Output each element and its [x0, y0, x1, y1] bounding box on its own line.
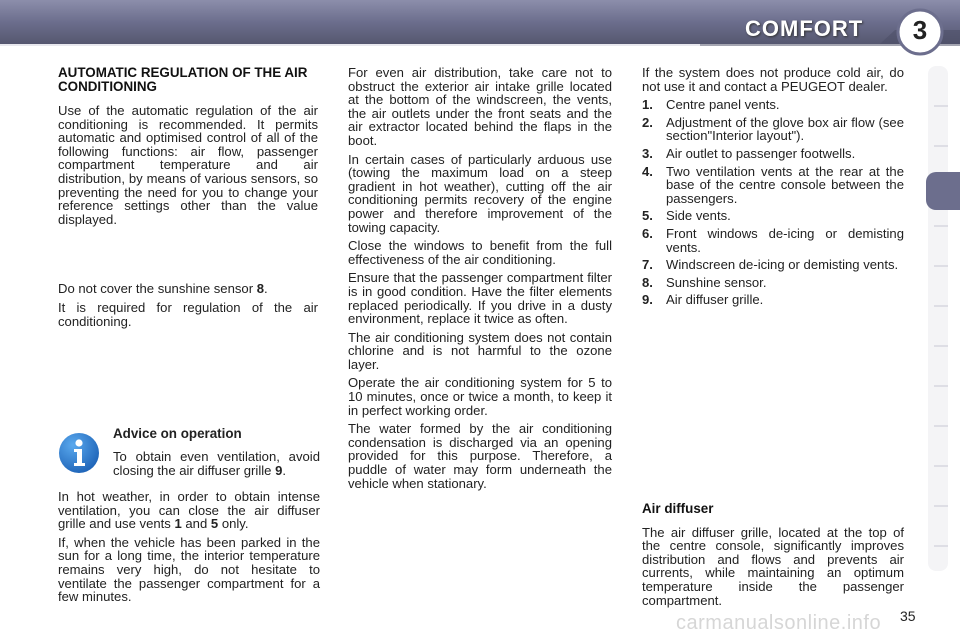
- paragraph: For even air distribution, take care not to obstruct the exterior air intake grille located at the bottom of the windscreen, the vents, the air outlets under the front seats and the air extractor located behind the flaps in the boot.: [348, 65, 612, 148]
- legend-number: 2.: [642, 114, 653, 130]
- paragraph: It is required for regulation of the air conditioning.: [58, 299, 318, 329]
- legend-item: [642, 209, 904, 223]
- advice-title: Advice on operation: [113, 426, 242, 441]
- automatic-regulation-section: [58, 66, 318, 333]
- legend-number: 9.: [642, 292, 653, 308]
- paragraph: The water formed by the air conditioning condensation is discharged via an opening provided for this purpose. Therefore, a puddle of water may form underneath the vehicle when stationary.: [348, 421, 612, 491]
- legend-item: [642, 147, 904, 161]
- sunshine-sensor-note: Do not cover the sunshine sensor 8.: [58, 281, 268, 297]
- chapter-header: [0, 0, 960, 62]
- info-icon: [58, 432, 100, 474]
- chapter-tab-active[interactable]: [926, 172, 960, 210]
- page-number: 35: [900, 608, 916, 624]
- reference-number: 8: [256, 281, 264, 297]
- legend-item: [642, 293, 904, 307]
- legend-item: [642, 116, 904, 143]
- reference-number: 1: [174, 516, 182, 532]
- paragraph: Use of the automatic regulation of the air conditioning is recommended. It permits automatic and optimised control of all of the following functions: air flow, passenger compartment temperature and air distribution, by means of various sensors, so preventing the need for you to change your reference settings other than the value displayed.: [58, 103, 318, 227]
- watermark: carmanualsonline.info: [676, 612, 882, 634]
- legend-text: Air outlet to passenger footwells.: [666, 145, 856, 161]
- advice-paragraph: In hot weather, in order to obtain intense ventilation, you can close the air diffuser grille and use vents 1 and 5 only.: [58, 489, 320, 532]
- legend-number: 3.: [642, 145, 653, 161]
- paragraph: If the system does not produce cold air, do not use it and contact a PEUGEOT dealer.: [642, 65, 904, 94]
- paragraph: Operate the air conditioning system for 5 to 10 minutes, once or twice a month, to keep it in perfect working order.: [348, 375, 612, 418]
- legend-text: Side vents.: [666, 208, 731, 224]
- chapter-number: 3: [912, 15, 928, 45]
- paragraph: The air diffuser grille, located at the top of the centre console, significantly improves distribution and flows and prevents air currents, while maintaining an optimum temperature inside the passenger compartment.: [642, 524, 904, 608]
- legend-item: [642, 98, 904, 112]
- legend-number: 8.: [642, 274, 653, 290]
- legend-number: 1.: [642, 97, 653, 113]
- legend-text: Two ventilation vents at the rear at the base of the centre console between the passengers.: [666, 163, 904, 206]
- legend-number: 6.: [642, 225, 653, 241]
- section-title: Air diffuser: [642, 501, 714, 516]
- paragraph: In certain cases of particularly arduous use (towing the maximum load on a steep gradient in hot weather), cutting off the air conditioning permits recovery of the engine power and therefore improvement of the towing capacity.: [348, 151, 612, 235]
- paragraph: The air conditioning system does not contain chlorine and is not harmful to the ozone layer.: [348, 329, 612, 372]
- reference-number: 9: [275, 462, 283, 478]
- legend-item: [642, 227, 904, 254]
- chapter-title: COMFORT: [745, 16, 864, 41]
- legend-item: [642, 276, 904, 290]
- advice-body: [58, 490, 320, 609]
- legend-number: 4.: [642, 163, 653, 179]
- paragraph: Close the windows to benefit from the full effectiveness of the air conditioning.: [348, 238, 612, 267]
- chapter-tab-strip: [928, 66, 948, 571]
- legend-list: [642, 98, 904, 307]
- legend-text: Front windows de-icing or demisting vents.: [666, 225, 904, 255]
- legend-text: Adjustment of the glove box air flow (see section"Interior layout").: [666, 114, 904, 144]
- legend-item: [642, 258, 904, 272]
- advice-paragraph: To obtain even ventilation, avoid closing the air diffuser grille 9.: [113, 449, 320, 478]
- legend-text: Windscreen de-icing or demisting vents.: [666, 257, 899, 273]
- legend-text: Centre panel vents.: [666, 97, 780, 113]
- advice-paragraph: If, when the vehicle has been parked in the sun for a long time, the interior temperature remains very high, do not hesitate to ventilate the passenger compartment for a few minutes.: [58, 534, 320, 605]
- legend-text: Sunshine sensor.: [666, 274, 767, 290]
- middle-column: [348, 66, 612, 495]
- reference-number: 5: [210, 516, 219, 532]
- paragraph: Ensure that the passenger compartment filter is in good condition. Have the filter elements replaced periodically. If you drive in a dusty environment, replace it twice as often.: [348, 270, 612, 327]
- legend-number: 5.: [642, 208, 653, 224]
- legend-item: [642, 165, 904, 206]
- section-title: AUTOMATIC REGULATION OF THE AIR CONDITIONING: [58, 65, 308, 94]
- legend-number: 7.: [642, 257, 653, 273]
- air-diffuser-section: [642, 502, 904, 607]
- legend-text: Air diffuser grille.: [666, 292, 764, 308]
- right-column: [642, 66, 904, 311]
